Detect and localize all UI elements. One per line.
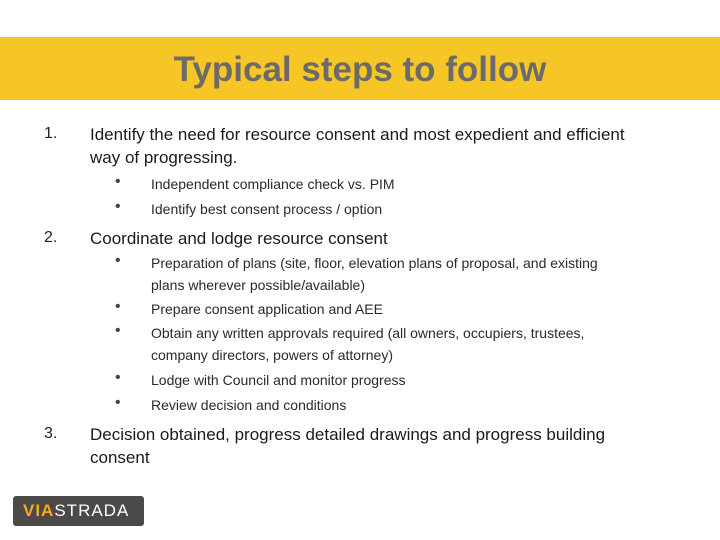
step-3-text-line2: consent bbox=[90, 448, 150, 467]
bullet-icon: • bbox=[115, 173, 121, 190]
bullet-icon: • bbox=[115, 394, 121, 411]
bullet-icon: • bbox=[115, 322, 121, 339]
step-2-bullet-4: Lodge with Council and monitor progress bbox=[151, 372, 406, 388]
step-2-bullet-3-line2: company directors, powers of attorney) bbox=[151, 347, 393, 363]
logo-part-2: STRADA bbox=[54, 501, 130, 520]
logo-part-1: VIA bbox=[23, 501, 55, 520]
slide-title: Typical steps to follow bbox=[173, 50, 547, 89]
step-3-number: 3. bbox=[44, 425, 58, 442]
step-2-bullet-1-line2: plans wherever possible/available) bbox=[151, 277, 366, 293]
bullet-icon: • bbox=[115, 298, 121, 315]
step-1-number: 1. bbox=[44, 125, 58, 142]
step-2-text-line1: Coordinate and lodge resource consent bbox=[90, 229, 388, 248]
viastrada-logo bbox=[13, 496, 144, 526]
step-2-number: 2. bbox=[44, 229, 58, 246]
step-1-text-line2: way of progressing. bbox=[90, 148, 238, 167]
step-1-text-line1: Identify the need for resource consent and most expedient and efficient bbox=[90, 125, 625, 144]
step-3-text-line1: Decision obtained, progress detailed drawings and progress building bbox=[90, 425, 606, 444]
step-1-bullet-2: Identify best consent process / option bbox=[151, 201, 383, 217]
bullet-icon: • bbox=[115, 369, 121, 386]
step-2-bullet-1-line1: Preparation of plans (site, floor, elevation plans of proposal, and existing bbox=[151, 255, 598, 271]
step-2-bullet-2: Prepare consent application and AEE bbox=[151, 301, 383, 317]
step-2-bullet-3-line1: Obtain any written approvals required (all owners, occupiers, trustees, bbox=[151, 325, 585, 341]
step-1-bullet-1: Independent compliance check vs. PIM bbox=[151, 176, 395, 192]
step-2-bullet-5: Review decision and conditions bbox=[151, 397, 347, 413]
bullet-icon: • bbox=[115, 252, 121, 269]
bullet-icon: • bbox=[115, 198, 121, 215]
